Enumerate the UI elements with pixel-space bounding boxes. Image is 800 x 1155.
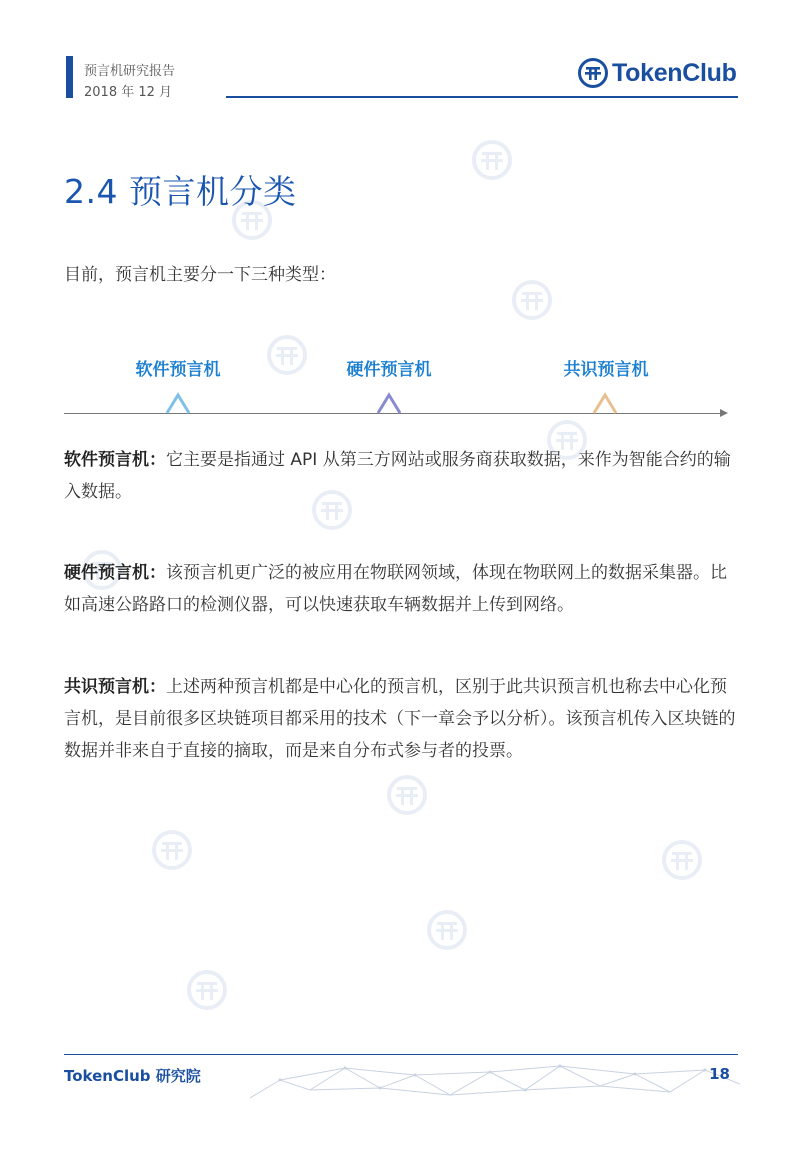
paragraph-hardware	[64, 557, 740, 621]
watermark-logo	[660, 830, 800, 890]
paragraph-text: 该预言机更广泛的被应用在物联网领域，体现在物联网上的数据采集器。比如高速公路路口的检测仪器，可以快速获取车辆数据并上传到网络。	[64, 563, 727, 615]
logo-text: TokenClub	[612, 58, 737, 87]
paragraph-lead: 软件预言机：	[64, 450, 166, 470]
triangle-marker-icon	[592, 392, 618, 414]
tokenclub-logo	[578, 58, 737, 88]
triangle-marker-icon	[165, 392, 191, 414]
paragraph-consensus	[64, 671, 740, 767]
watermark-logo	[150, 820, 310, 880]
section-title: 2.4 预言机分类	[64, 172, 297, 211]
footer-rule	[64, 1054, 738, 1055]
triangle-marker-icon	[376, 392, 402, 414]
footer-brand: TokenClub 研究院	[64, 1067, 201, 1085]
tokenclub-logo-icon	[578, 58, 608, 88]
paragraph-text: 它主要是指通过 API 从第三方网站或服务商获取数据，来作为智能合约的输入数据。	[64, 450, 731, 502]
report-date: 2018 年 12 月	[84, 85, 173, 100]
watermark-logo	[425, 900, 585, 960]
intro-text: 目前，预言机主要分一下三种类型：	[64, 265, 336, 285]
watermark-logo	[185, 960, 345, 1020]
timeline-label-hardware: 硬件预言机	[346, 360, 432, 380]
paragraph-text: 上述两种预言机都是中心化的预言机，区别于此共识预言机也称去中心化预言机，是目前很多区块链项目都采用的技术（下一章会予以分析）。该预言机传入区块链的数据并非来自于直接的摘取，而是来自分布式参与者的投票。	[64, 677, 736, 761]
network-decoration	[250, 1060, 740, 1100]
paragraph-lead: 共识预言机：	[64, 677, 166, 697]
report-title: 预言机研究报告	[84, 64, 176, 79]
watermark-logo	[470, 130, 630, 190]
paragraph-lead: 硬件预言机：	[64, 563, 166, 583]
timeline-arrow-icon	[720, 409, 728, 417]
page-number: 18	[709, 1065, 730, 1083]
watermark-logo	[385, 765, 545, 825]
header-accent-bar	[66, 56, 73, 98]
watermark-logo	[510, 270, 670, 330]
timeline-label-software: 软件预言机	[135, 360, 221, 380]
header-rule	[226, 96, 738, 98]
paragraph-software	[64, 444, 740, 508]
timeline-label-consensus: 共识预言机	[563, 360, 649, 380]
